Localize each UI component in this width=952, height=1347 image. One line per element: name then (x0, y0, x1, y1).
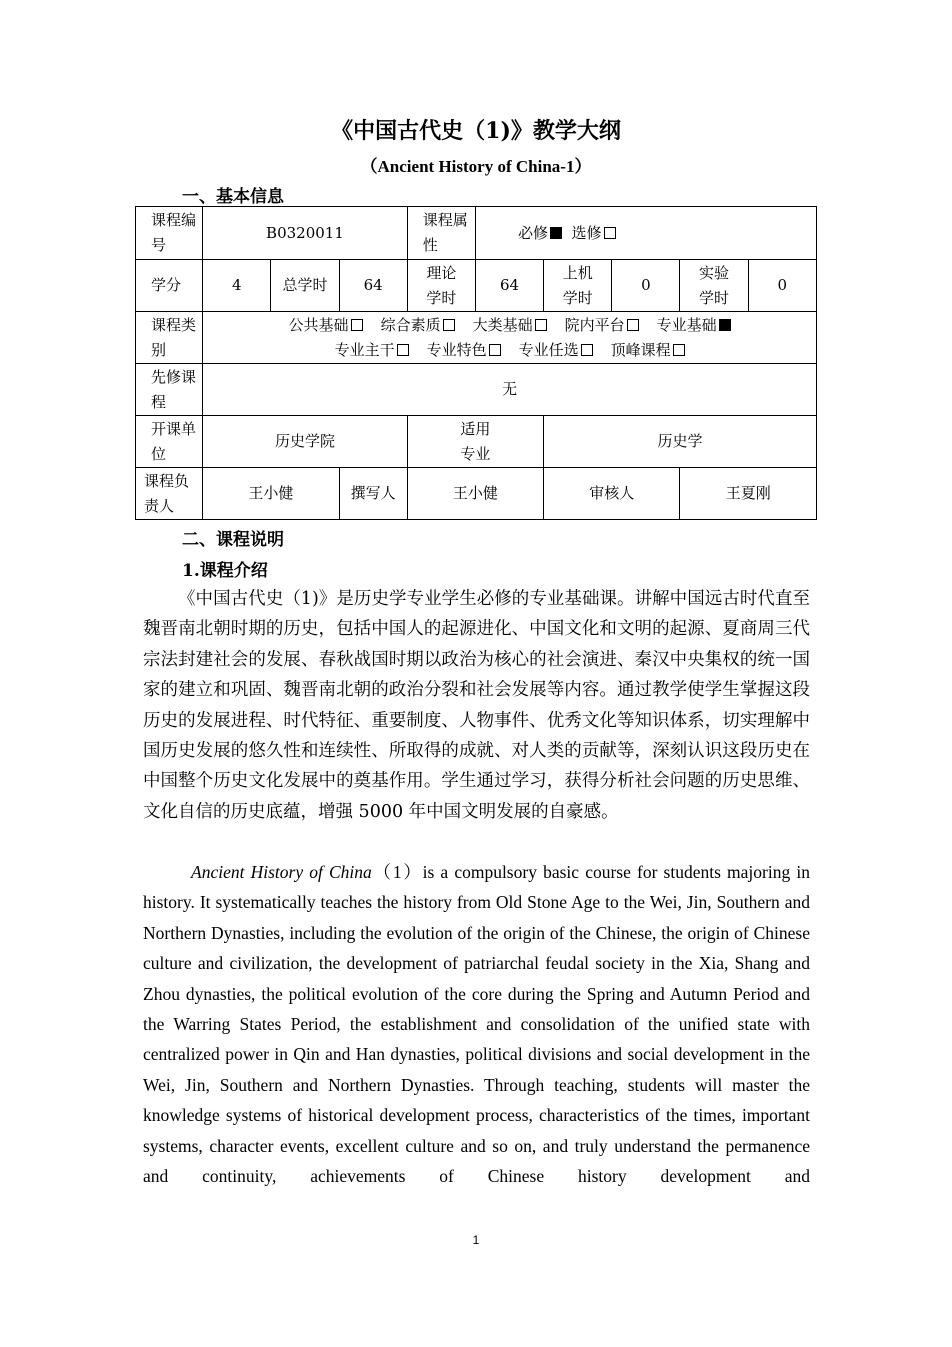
category-option (565, 313, 639, 338)
course-category-label: 课程类别 (136, 312, 203, 364)
category-option-label: 公共基础 (288, 315, 349, 334)
section-basic-info-heading: 一、基本信息 (182, 187, 284, 207)
intro-english-text: （1）is a compulsory basic course for students majoring in history. It systematically teaches the history from Old Stone Age to the Wei, Jin, Southern and Northern Dynasties, including the evolution of the origin of the Chinese, the origin of Chinese culture and civilization, the development of patriarchal feudal society in the Xia, Shang and Zhou dynasties, the political evolution of the core during the Spring and Autumn Period and the Warring States Period, the establishment and consolidation of the unified state with centralized power in Qin and Han dynasties, political divisions and social development in the Wei, Jin, Southern and Northern Dynasties. Through teaching, students will master the knowledge systems of historical development process, characteristics of the times, important systems, character events, excellent culture and so on, and truly understand the permanence and continuity, achievements of Chinese history development and (143, 862, 810, 1187)
category-option (335, 338, 409, 363)
basic-info-table (135, 206, 817, 520)
intro-paragraph-chinese: 《中国古代史（1)》是历史学专业学生必修的专业基础课。讲解中国远古时代直至魏晋南北朝时期的历史，包括中国人的起源进化、中国文化和文明的起源、夏商周三代宗法封建社会的发展、春秋战国时期以政治为核心的社会演进、秦汉中央集权的统一国家的建立和巩固、魏晋南北朝的政治分裂和社会发展等内容。通过教学使学生掌握这段历史的发展进程、时代特征、重要制度、人物事件、优秀文化等知识体系，切实理解中国历史发展的悠久性和连续性、所取得的成就、对人类的贡献等，深刻认识这段历史在中国整个历史文化发展中的奠基作用。学生通过学习，获得分析社会问题的历史思维、文化自信的历史底蕴，增强 5000 年中国文明发展的自豪感。 (143, 589, 810, 822)
required-checkbox (550, 227, 562, 239)
category-checkbox (673, 344, 685, 356)
category-checkbox (581, 344, 593, 356)
course-attr-label: 课程属性 (407, 207, 475, 260)
computer-hours-value: 0 (612, 260, 680, 312)
category-checkbox (535, 319, 547, 331)
category-option (473, 313, 547, 338)
credit-value: 4 (203, 260, 271, 312)
table-row (136, 468, 817, 520)
course-code-label: 课程编号 (136, 207, 203, 260)
category-option (519, 338, 593, 363)
page-number: 1 (472, 1233, 480, 1247)
theory-hours-label: 理论学时 (407, 260, 475, 312)
category-line-2 (205, 338, 814, 363)
lab-hours-label: 实验学时 (680, 260, 748, 312)
category-option (381, 313, 455, 338)
category-option-label: 大类基础 (472, 315, 533, 334)
category-checkbox (351, 319, 363, 331)
category-checkbox (397, 344, 409, 356)
table-row (136, 207, 817, 260)
category-checkbox (627, 319, 639, 331)
unit-value: 历史学院 (203, 416, 408, 468)
category-option-label: 专业特色 (426, 340, 487, 359)
course-title-italic: Ancient History of China (191, 862, 372, 882)
table-row (136, 312, 817, 364)
major-label: 适用专业 (407, 416, 543, 468)
category-checkbox (719, 319, 731, 331)
category-option (427, 338, 501, 363)
leader-label: 课程负责人 (136, 468, 203, 520)
elective-label: 选修 (571, 223, 602, 242)
theory-hours-value: 64 (475, 260, 543, 312)
category-option (289, 313, 363, 338)
unit-label: 开课单位 (136, 416, 203, 468)
writer-value: 王小健 (407, 468, 543, 520)
category-option (611, 338, 685, 363)
computer-hours-label: 上机学时 (544, 260, 612, 312)
category-line-1 (205, 313, 814, 338)
total-hours-label: 总学时 (271, 260, 339, 312)
category-option-label: 专业任选 (518, 340, 579, 359)
course-category-value (203, 312, 817, 364)
document-title: 《中国古代史（1)》教学大纲 (331, 118, 621, 144)
category-option (657, 313, 731, 338)
section-course-description-heading: 二、课程说明 (182, 530, 284, 550)
category-option-label: 综合素质 (380, 315, 441, 334)
category-option-label: 院内平台 (564, 315, 625, 334)
elective-checkbox (604, 227, 616, 239)
intro-paragraph-english (143, 857, 810, 1191)
table-row (136, 416, 817, 468)
reviewer-label: 审核人 (544, 468, 680, 520)
writer-label: 撰写人 (339, 468, 407, 520)
category-checkbox (489, 344, 501, 356)
category-option-label: 专业基础 (656, 315, 717, 334)
course-code-value: B0320011 (203, 207, 408, 260)
leader-value: 王小健 (203, 468, 339, 520)
category-option-label: 专业主干 (334, 340, 395, 359)
prereq-label: 先修课程 (136, 364, 203, 416)
category-checkbox (443, 319, 455, 331)
table-row (136, 260, 817, 312)
category-option-label: 顶峰课程 (610, 340, 671, 359)
table-row (136, 364, 817, 416)
reviewer-value: 王夏刚 (680, 468, 817, 520)
major-value: 历史学 (544, 416, 817, 468)
lab-hours-value: 0 (748, 260, 816, 312)
document-subtitle: （Ancient History of China-1） (360, 157, 592, 176)
course-attr-value (475, 207, 816, 260)
credit-label: 学分 (136, 260, 203, 312)
total-hours-value: 64 (339, 260, 407, 312)
subsection-course-intro-heading: 1.课程介绍 (182, 561, 268, 581)
prereq-value: 无 (203, 364, 817, 416)
required-label: 必修 (517, 223, 548, 242)
